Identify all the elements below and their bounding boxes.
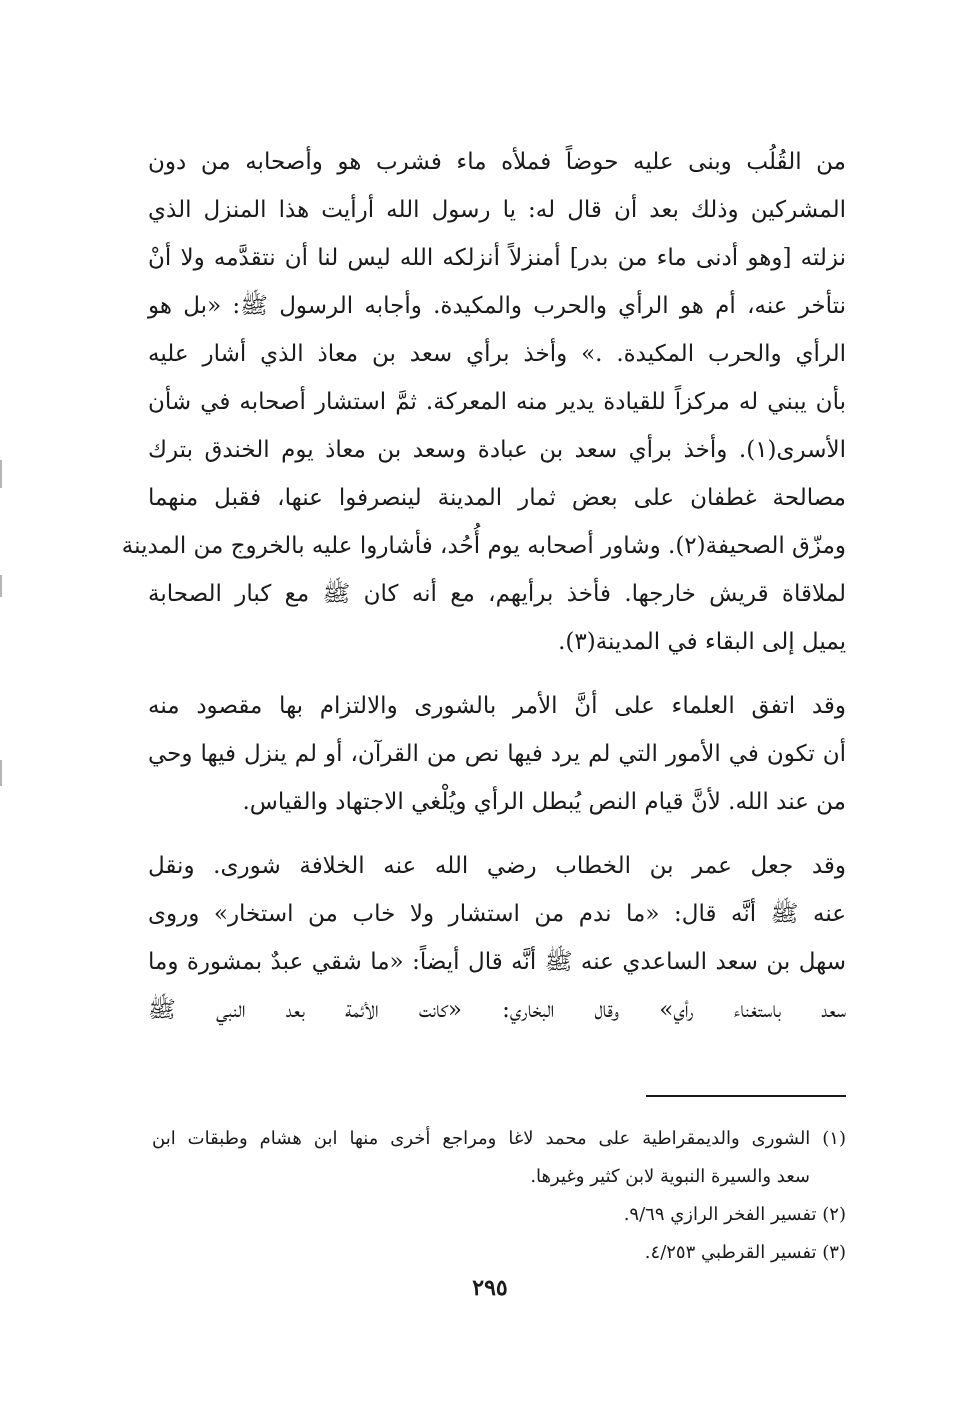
text-line: نزلته [وهو أدنى ماء من بدر] أمنزلاً أنزلكه الله ليس لنا أن نتقدَّمه ولا أنْ bbox=[148, 245, 846, 271]
footnotes bbox=[152, 1120, 846, 1272]
text-line: سهل بن سعد الساعدي عنه ﷺ أنَّه قال أيضاً: «ما شقي عبدٌ بمشورة وما bbox=[148, 949, 846, 975]
text-line: مصالحة غطفان على بعض ثمار المدينة لينصرفوا عنها، فقبل منهما bbox=[148, 485, 846, 511]
scan-margin-mark bbox=[0, 460, 2, 488]
scan-margin-mark bbox=[0, 760, 2, 786]
text-line: وقد جعل عمر بن الخطاب رضي الله عنه الخلافة شورى. ونقل bbox=[148, 853, 846, 879]
page-number: ٢٩٥ bbox=[472, 1275, 508, 1301]
text-line: الرأي والحرب المكيدة. .» وأخذ برأي سعد بن معاذ الذي أشار عليه bbox=[148, 341, 846, 367]
footnote-2: (٢) تفسير الفخر الرازي ٩/٦٩. bbox=[623, 1204, 846, 1225]
text-line: نتأخر عنه، أم هو الرأي والحرب والمكيدة. وأجابه الرسول ﷺ: «بل هو bbox=[148, 293, 846, 319]
footnote-separator bbox=[646, 1095, 846, 1097]
paragraph-gap bbox=[148, 826, 846, 842]
text-line: بأن يبني له مركزاً للقيادة يدير منه المعركة. ثمَّ استشار أصحابه في شأن bbox=[148, 389, 846, 415]
text-line: من القُلُب وبنى عليه حوضاً فملأه ماء فشرب هو وأصحابه من دون bbox=[148, 149, 846, 175]
footnote-1: (١) الشورى والديمقراطية على محمد لاغا ومراجع أخرى منها ابن هشام وطبقات ابن bbox=[152, 1128, 846, 1149]
text-line: يميل إلى البقاء في المدينة(٣). bbox=[558, 629, 846, 655]
text-line: المشركين وذلك بعد أن قال له: يا رسول الله أرأيت هذا المنزل الذي bbox=[148, 197, 846, 223]
text-line: عنه ﷺ أنَّه قال: «ما ندم من استشار ولا خاب من استخار» وروى bbox=[148, 901, 846, 927]
text-line: لملاقاة قريش خارجها. فأخذ برأيهم، مع أنه كان ﷺ مع كبار الصحابة bbox=[148, 581, 846, 607]
footnote-3: (٣) تفسير القرطبي ٤/٢٥٣. bbox=[644, 1242, 846, 1263]
text-line: ومزّق الصحيفة(٢). وشاور أصحابه يوم أُحُد، فأشاروا عليه بالخروج من المدينة bbox=[121, 533, 846, 559]
footnote-1-continuation: سعد والسيرة النبوية لابن كثير وغيرها. bbox=[530, 1166, 810, 1187]
scan-margin-mark bbox=[0, 575, 2, 597]
text-line: من عند الله. لأنَّ قيام النص يُبطل الرأي ويُلْغي الاجتهاد والقياس. bbox=[242, 789, 846, 815]
text-line: وقد اتفق العلماء على أنَّ الأمر بالشورى والالتزام بها مقصود منه bbox=[148, 693, 846, 719]
text-line: أن تكون في الأمور التي لم يرد فيها نص من القرآن، أو لم ينزل فيها وحي bbox=[148, 741, 846, 767]
main-text bbox=[121, 138, 846, 1034]
text-line: سعد باستغناء رأي» وقال البخاري: «كانت الأئمة بعد النبي ﷺ bbox=[148, 997, 846, 1023]
paragraph-gap bbox=[148, 666, 846, 682]
text-line: الأسرى(١). وأخذ برأي سعد بن عبادة وسعد بن معاذ يوم الخندق بترك bbox=[148, 437, 846, 463]
